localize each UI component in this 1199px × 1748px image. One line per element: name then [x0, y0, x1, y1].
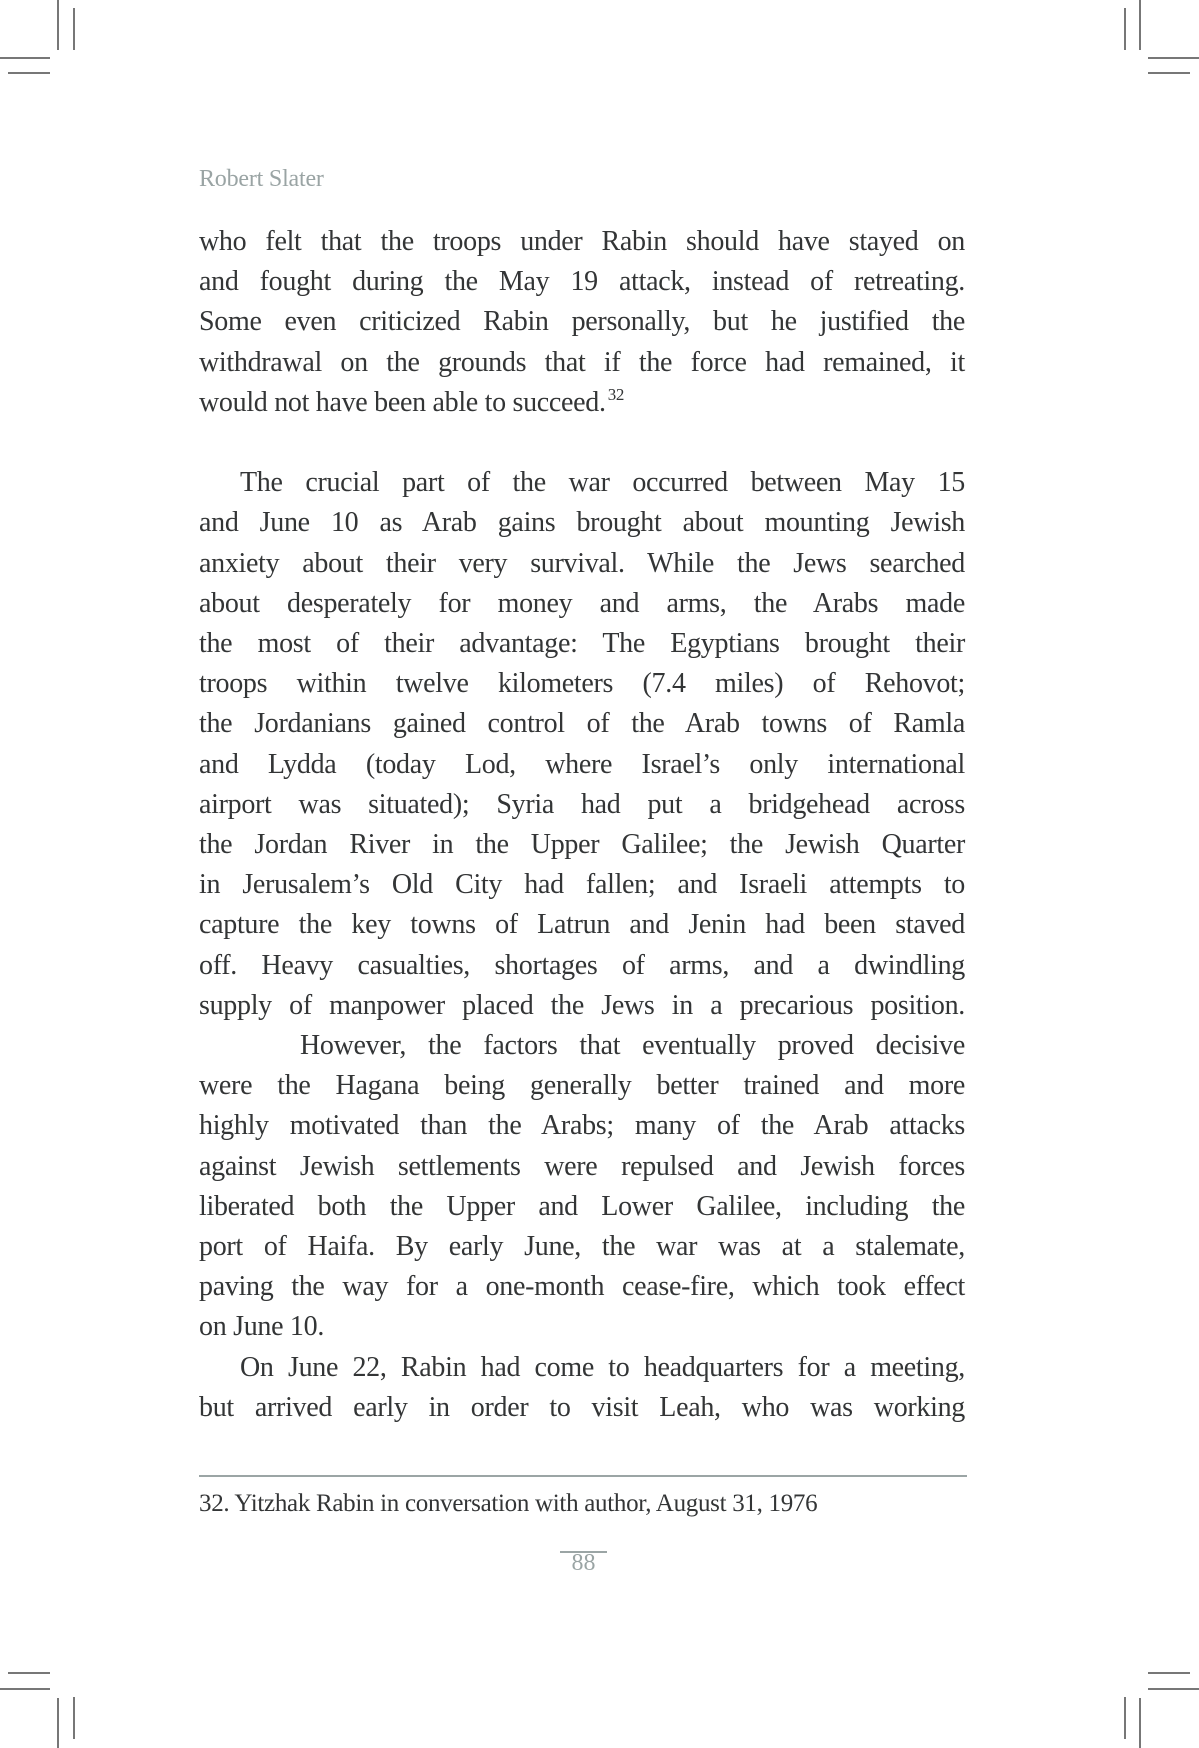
line-text: However, the factors that eventually proved decisive: [300, 1030, 965, 1061]
text-line: [199, 986, 965, 1026]
text-line: [199, 262, 965, 302]
text-line: [199, 1106, 965, 1146]
line-text: withdrawal on the grounds that if the force had remained, it: [199, 346, 965, 378]
crop-mark: [73, 1697, 75, 1739]
crop-mark: [8, 1672, 50, 1674]
line-text: paving the way for a one-month cease-fire, which took effect: [199, 1271, 965, 1303]
crop-mark: [57, 0, 59, 50]
text-line: [199, 1307, 965, 1347]
crop-mark: [57, 1698, 59, 1748]
crop-mark: [1124, 1697, 1126, 1739]
crop-mark: [1124, 8, 1126, 50]
crop-mark: [1139, 0, 1141, 50]
text-line: [199, 704, 965, 744]
running-head: Robert Slater: [199, 166, 324, 192]
text-line: [199, 222, 965, 262]
line-text: but arrived early in order to visit Leah, who was working: [199, 1391, 965, 1423]
line-text: about desperately for money and arms, the Arabs made: [199, 587, 965, 619]
line-text: supply of manpower placed the Jews in a precarious position.: [199, 989, 965, 1021]
line-text: would not have been able to succeed.: [199, 386, 606, 418]
line-text: The crucial part of the war occurred between May 15: [240, 467, 965, 499]
text-line: [199, 1227, 965, 1267]
line-text: troops within twelve kilometers (7.4 miles) of Rehovot;: [199, 668, 965, 700]
line-text: the Jordanians gained control of the Arab towns of Ramla: [199, 708, 965, 740]
text-line: [199, 1147, 965, 1187]
text-line: [199, 383, 965, 423]
crop-mark: [0, 57, 50, 59]
line-text: capture the key towns of Latrun and Jenin had been staved: [199, 909, 965, 941]
line-text: off. Heavy casualties, shortages of arms, and a dwindling: [199, 949, 965, 981]
line-text: port of Haifa. By early June, the war was at a stalemate,: [199, 1231, 965, 1262]
crop-mark: [0, 1688, 50, 1690]
crop-mark: [1148, 57, 1199, 59]
text-line: [199, 1187, 965, 1227]
line-text: airport was situated); Syria had put a bridgehead across: [199, 788, 965, 820]
line-text: and June 10 as Arab gains brought about mounting Jewish: [199, 507, 965, 539]
text-line: [199, 503, 965, 543]
line-text: the most of their advantage: The Egyptians brought their: [199, 628, 965, 659]
line-text: the Jordan River in the Upper Galilee; the Jewish Quarter: [199, 829, 965, 860]
line-text: and Lydda (today Lod, where Israel’s only international: [199, 748, 965, 780]
line-text: were the Hagana being generally better trained and more: [199, 1070, 965, 1102]
text-line: [199, 785, 965, 825]
footnote-divider: [199, 1475, 967, 1477]
crop-mark: [1148, 1688, 1199, 1690]
line-text: liberated both the Upper and Lower Galilee, including the: [199, 1190, 965, 1222]
text-line: [199, 664, 965, 704]
line-text: and fought during the May 19 attack, instead of retreating.: [199, 266, 965, 298]
footnote-reference[interactable]: 32: [607, 384, 625, 404]
text-line: [199, 905, 965, 945]
page-number: 88: [571, 1550, 596, 1576]
line-text: anxiety about their very survival. While the Jews searched: [199, 547, 965, 579]
text-line: [199, 302, 965, 342]
text-line: [199, 544, 965, 584]
blank-line: [199, 423, 965, 463]
crop-mark: [73, 8, 75, 50]
crop-mark: [8, 72, 50, 74]
text-line: [199, 1267, 965, 1307]
text-line: [199, 584, 965, 624]
text-line: [199, 865, 965, 905]
text-line: [199, 343, 965, 383]
text-line: [199, 745, 965, 785]
text-line: [199, 1066, 965, 1106]
text-line: [199, 946, 965, 986]
line-text: highly motivated than the Arabs; many of the Arab attacks: [199, 1110, 965, 1142]
line-text: Some even criticized Rabin personally, but he justified the: [199, 306, 965, 338]
line-text: against Jewish settlements were repulsed and Jewish forces: [199, 1150, 965, 1182]
crop-mark: [1139, 1698, 1141, 1748]
line-text: who felt that the troops under Rabin should have stayed on: [199, 226, 965, 257]
text-line: [199, 624, 965, 664]
line-text: On June 22, Rabin had come to headquarters for a meeting,: [240, 1351, 965, 1383]
text-line: [240, 463, 965, 503]
crop-mark: [1148, 72, 1190, 74]
crop-mark: [1148, 1672, 1190, 1674]
text-line: [240, 1348, 965, 1388]
text-line: [199, 1388, 965, 1428]
line-text: on June 10.: [199, 1311, 325, 1343]
text-line: [300, 1026, 965, 1066]
footnote: 32. Yitzhak Rabin in conversation with author, August 31, 1976: [199, 1490, 818, 1517]
text-line: [199, 825, 965, 865]
line-text: in Jerusalem’s Old City had fallen; and Israeli attempts to: [199, 869, 965, 901]
